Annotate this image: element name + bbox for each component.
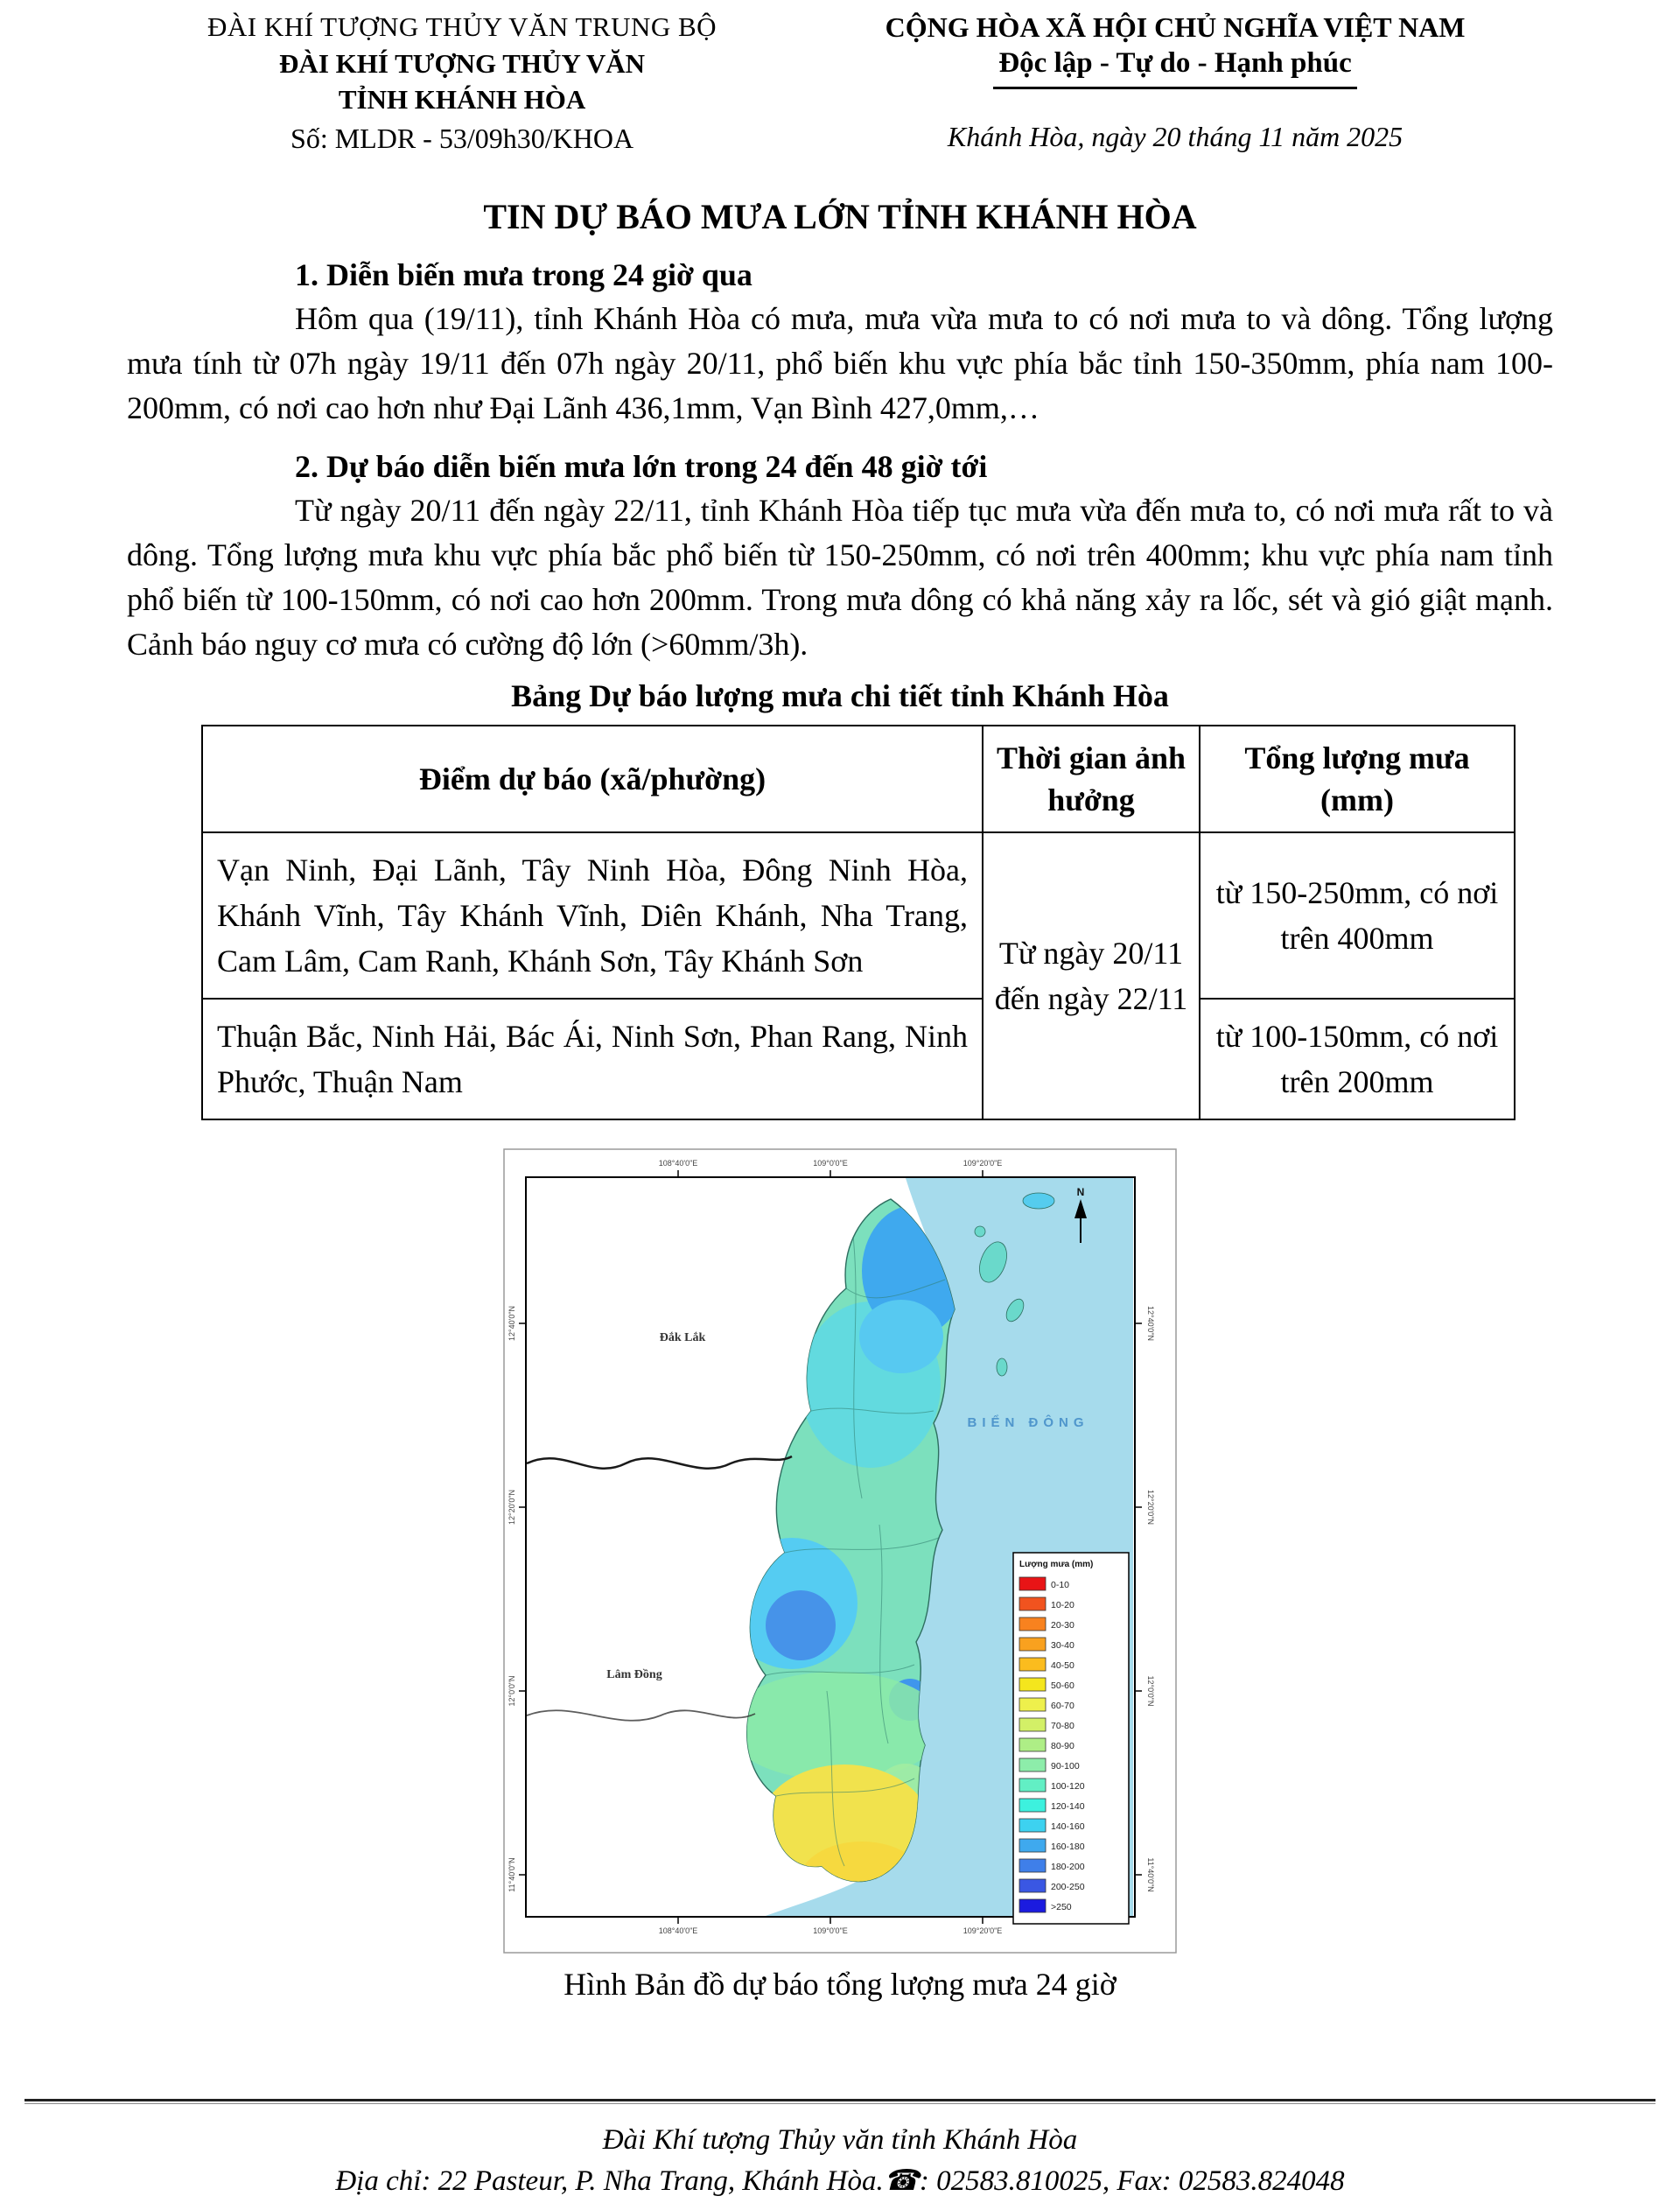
legend-swatch bbox=[1019, 1859, 1046, 1872]
agency-parent-name: ĐÀI KHÍ TƯỢNG THỦY VĂN TRUNG BỘ bbox=[207, 11, 718, 42]
legend-swatch bbox=[1019, 1617, 1046, 1631]
tick-label: 109°20'0"E bbox=[962, 1926, 1003, 1935]
national-motto-line1: CỘNG HÒA XÃ HỘI CHỦ NGHĨA VIỆT NAM bbox=[885, 11, 1466, 43]
section-1-heading: 1. Diễn biến mưa trong 24 giờ qua bbox=[295, 257, 752, 292]
legend-swatch bbox=[1019, 1758, 1046, 1772]
document-number: Số: MLDR - 53/09h30/KHOA bbox=[290, 123, 634, 154]
legend-swatch bbox=[1019, 1597, 1046, 1610]
footer-divider bbox=[24, 2099, 1656, 2104]
north-arrow-label: N bbox=[1076, 1186, 1085, 1198]
section-2-heading: 2. Dự báo diễn biến mưa lớn trong 24 đến 48 giờ tới bbox=[295, 449, 988, 484]
tick-label: 12°0'0"N bbox=[508, 1675, 516, 1707]
map-figure bbox=[127, 1148, 1553, 1954]
rainfall-forecast-table bbox=[201, 725, 1516, 1120]
agency-province: TỈNH KHÁNH HÒA bbox=[338, 84, 586, 115]
legend-swatch bbox=[1019, 1678, 1046, 1691]
map-caption: Hình Bản đồ dự báo tổng lượng mưa 24 giờ bbox=[564, 1967, 1116, 2002]
legend-label: 200-250 bbox=[1051, 1882, 1085, 1892]
tick-label: 12°0'0"N bbox=[1146, 1675, 1155, 1707]
legend-label: 120-140 bbox=[1051, 1801, 1085, 1812]
legend-swatch bbox=[1019, 1718, 1046, 1731]
tick-label: 109°20'0"E bbox=[962, 1159, 1003, 1168]
national-motto-line2: Độc lập - Tự do - Hạnh phúc bbox=[993, 46, 1356, 89]
legend-label: 100-120 bbox=[1051, 1781, 1085, 1792]
legend-label: 50-60 bbox=[1051, 1680, 1074, 1691]
region-label-daklak: Đắk Lắk bbox=[659, 1331, 706, 1344]
section-2-paragraph: Từ ngày 20/11 đến ngày 22/11, tỉnh Khánh Hòa tiếp tục mưa vừa đến mưa to, có nơi mưa rất to và dông. Tổng lượng mưa khu vực phía bắc phổ biến từ 150-250mm, có nơi trên 400mm; khu vực phía nam tỉnh phổ biến từ 100-150mm, có nơi cao hơn 200mm. Trong mưa dông có khả năng xảy ra lốc, sét và gió giật mạnh. Cảnh báo nguy cơ mưa có cường độ lớn (>60mm/3h). bbox=[127, 493, 1553, 662]
legend-label: 10-20 bbox=[1051, 1600, 1074, 1610]
date-line: Khánh Hòa, ngày 20 tháng 11 năm 2025 bbox=[947, 121, 1404, 152]
areas-north-cell: Vạn Ninh, Đại Lãnh, Tây Ninh Hòa, Đông Ninh Hòa, Khánh Vĩnh, Tây Khánh Vĩnh, Diên Khánh, Nha Trang, Cam Lâm, Cam Ranh, Khánh Sơn, Tây Khánh Sơn bbox=[202, 832, 983, 999]
legend-label: 80-90 bbox=[1051, 1741, 1074, 1751]
legend-label: 40-50 bbox=[1051, 1660, 1074, 1671]
issuing-agency-block bbox=[127, 9, 797, 158]
sea-label: BIỂN ĐÔNG bbox=[967, 1415, 1089, 1430]
table-row bbox=[202, 999, 1515, 1119]
legend-swatch bbox=[1019, 1839, 1046, 1852]
legend-label: 30-40 bbox=[1051, 1640, 1074, 1651]
footer-agency: Đài Khí tượng Thủy văn tỉnh Khánh Hòa bbox=[602, 2124, 1078, 2156]
header-total-rainfall: Tổng lượng mưa (mm) bbox=[1200, 726, 1515, 832]
tick-label: 12°20'0"N bbox=[1146, 1489, 1155, 1526]
tick-label: 12°40'0"N bbox=[508, 1305, 516, 1342]
table-row bbox=[202, 832, 1515, 999]
page-title: TIN DỰ BÁO MƯA LỚN TỈNH KHÁNH HÒA bbox=[483, 197, 1197, 236]
legend-swatch bbox=[1019, 1658, 1046, 1671]
tick-label: 109°0'0"E bbox=[813, 1159, 848, 1168]
legend-swatch bbox=[1019, 1799, 1046, 1812]
legend-swatch bbox=[1019, 1698, 1046, 1711]
legend-label: 180-200 bbox=[1051, 1862, 1085, 1872]
tick-label: 11°40'0"N bbox=[508, 1857, 516, 1892]
legend-swatch bbox=[1019, 1879, 1046, 1892]
legend-swatch bbox=[1019, 1899, 1046, 1912]
table-caption: Bảng Dự báo lượng mưa chi tiết tỉnh Khánh Hòa bbox=[511, 678, 1169, 713]
legend-label: 90-100 bbox=[1051, 1761, 1080, 1772]
areas-south-cell: Thuận Bắc, Ninh Hải, Bác Ái, Ninh Sơn, Phan Rang, Ninh Phước, Thuận Nam bbox=[202, 999, 983, 1119]
section-1-paragraph: Hôm qua (19/11), tỉnh Khánh Hòa có mưa, mưa vừa mưa to có nơi mưa to và dông. Tổng lượng mưa tính từ 07h ngày 19/11 đến 07h ngày 20/11, phổ biến khu vực phía bắc tỉnh 150-350mm, phía nam 100-200mm, có nơi cao hơn như Đại Lãnh 436,1mm, Vạn Bình 427,0mm,… bbox=[127, 301, 1553, 425]
agency-name: ĐÀI KHÍ TƯỢNG THỦY VĂN bbox=[279, 48, 646, 79]
tick-label: 12°20'0"N bbox=[508, 1489, 516, 1526]
time-affected-cell: Từ ngày 20/11 đến ngày 22/11 bbox=[983, 832, 1200, 1119]
rainfall-south-cell: từ 100-150mm, có nơi trên 200mm bbox=[1200, 999, 1515, 1119]
legend-swatch bbox=[1019, 1738, 1046, 1751]
legend-label: 160-180 bbox=[1051, 1842, 1085, 1852]
legend-label: 20-30 bbox=[1051, 1620, 1074, 1631]
legend-swatch bbox=[1019, 1638, 1046, 1651]
document-header bbox=[127, 9, 1553, 158]
tick-label: 109°0'0"E bbox=[813, 1926, 848, 1935]
legend-label: 0-10 bbox=[1051, 1580, 1070, 1590]
tick-label: 11°40'0"N bbox=[1146, 1857, 1155, 1892]
legend-label: 140-160 bbox=[1051, 1821, 1085, 1832]
forecast-map bbox=[503, 1148, 1177, 1954]
rainfall-north-cell: từ 150-250mm, có nơi trên 400mm bbox=[1200, 832, 1515, 999]
table-header-row bbox=[202, 726, 1515, 832]
legend-label: >250 bbox=[1051, 1902, 1072, 1912]
region-label-lamdong: Lâm Đồng bbox=[606, 1668, 662, 1681]
legend-swatch bbox=[1019, 1577, 1046, 1590]
tick-label: 108°40'0"E bbox=[658, 1926, 698, 1935]
legend-label: 70-80 bbox=[1051, 1721, 1074, 1731]
legend-swatch bbox=[1019, 1819, 1046, 1832]
header-forecast-points: Điểm dự báo (xã/phường) bbox=[202, 726, 983, 832]
national-header-block bbox=[797, 9, 1553, 153]
footer-contact: Địa chỉ: 22 Pasteur, P. Nha Trang, Khánh Hòa.☎: 02583.810025, Fax: 02583.824048 bbox=[335, 2165, 1345, 2197]
map-legend-title: Lượng mưa (mm) bbox=[1019, 1560, 1094, 1569]
legend-swatch bbox=[1019, 1779, 1046, 1792]
legend-label: 60-70 bbox=[1051, 1701, 1074, 1711]
tick-label: 108°40'0"E bbox=[658, 1159, 698, 1168]
map-legend bbox=[1013, 1553, 1129, 1924]
header-time-affected: Thời gian ảnh hưởng bbox=[983, 726, 1200, 832]
document-footer bbox=[0, 2099, 1680, 2202]
tick-label: 12°40'0"N bbox=[1146, 1305, 1155, 1342]
